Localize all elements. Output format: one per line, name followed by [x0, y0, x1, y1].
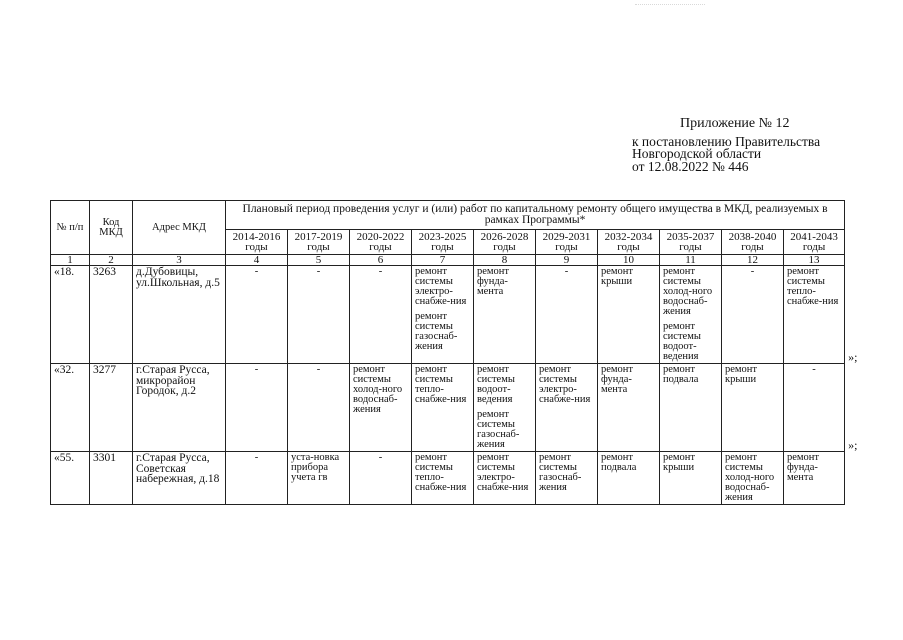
work-item: ремонт системы тепло-снабже-ния [787, 266, 839, 307]
work-cell [598, 364, 660, 452]
repair-schedule-table [50, 200, 845, 505]
row-code: 3263 [90, 266, 133, 364]
table-body [51, 266, 845, 505]
work-cell [784, 266, 845, 364]
no-work-dash: - [378, 266, 383, 277]
row-address: г.Старая Русса, Советская набережная, д.18 [133, 452, 226, 505]
col-header-no: № п/п [51, 201, 90, 255]
no-work-dash: - [254, 266, 259, 277]
work-cell [412, 364, 474, 452]
work-cell [536, 364, 598, 452]
row-code: 3277 [90, 364, 133, 452]
work-item: ремонт системы газоснаб-жения [477, 409, 520, 450]
work-cell [474, 452, 536, 505]
work-cell [598, 452, 660, 505]
work-item: ремонт системы холод-ного водоснаб-жения [353, 364, 403, 415]
work-cell [722, 364, 784, 452]
column-number: 6 [350, 255, 412, 266]
work-item: ремонт системы тепло-снабже-ния [415, 364, 467, 405]
row-closing-quote: »; [848, 349, 858, 364]
work-cell [536, 452, 598, 505]
work-item: ремонт крыши [663, 452, 696, 473]
work-cell [288, 266, 350, 364]
work-item: ремонт системы газоснаб-жения [415, 311, 458, 352]
year-header: 2017-2019 годы [288, 230, 350, 255]
table-row [51, 364, 845, 452]
no-work-dash: - [812, 364, 816, 375]
work-item: ремонт системы электро-снабже-ния [477, 452, 529, 493]
work-cell [350, 266, 412, 364]
header-line-3: от 12.08.2022 № 446 [632, 158, 749, 174]
work-item: ремонт крыши [601, 266, 634, 287]
column-number: 7 [412, 255, 474, 266]
col-header-period: Плановый период проведения услуг и (или) работ по капитальному ремонту общего имущества в МКД, реализуемых в рамках Программы* [226, 201, 845, 230]
work-cell [412, 266, 474, 364]
no-work-dash: - [316, 364, 321, 375]
work-item: ремонт системы водоот-ведения [663, 321, 701, 362]
work-cell [288, 452, 350, 505]
work-cell [784, 452, 845, 505]
no-work-dash: - [254, 452, 259, 463]
year-header: 2041-2043 годы [784, 230, 845, 255]
work-cell [474, 266, 536, 364]
work-item: ремонт фунда-мента [477, 266, 510, 297]
year-header: 2026-2028 годы [474, 230, 536, 255]
column-number: 3 [133, 255, 226, 266]
work-item: ремонт подвала [601, 452, 637, 473]
col-header-address: Адрес МКД [133, 201, 226, 255]
year-header: 2038-2040 годы [722, 230, 784, 255]
work-cell [536, 266, 598, 364]
work-cell [474, 364, 536, 452]
no-work-dash: - [378, 452, 383, 463]
column-number: 13 [784, 255, 845, 266]
work-item: ремонт крыши [725, 364, 758, 385]
year-header: 2020-2022 годы [350, 230, 412, 255]
work-cell [784, 364, 845, 452]
table-row [51, 266, 845, 364]
year-header: 2029-2031 годы [536, 230, 598, 255]
work-cell [660, 364, 722, 452]
year-header: 2035-2037 годы [660, 230, 722, 255]
row-address: д.Дубовицы, ул.Школьная, д.5 [133, 266, 226, 364]
work-item: ремонт системы электро-снабже-ния [539, 364, 591, 405]
column-number: 1 [51, 255, 90, 266]
work-cell [226, 266, 288, 364]
table-row [51, 452, 845, 505]
year-header: 2014-2016 годы [226, 230, 288, 255]
row-closing-quote: »; [848, 437, 858, 452]
work-item: ремонт системы холод-ного водоснаб-жения [663, 266, 713, 317]
work-item: ремонт системы газоснаб-жения [539, 452, 582, 493]
column-number-row [51, 255, 845, 266]
no-work-dash: - [316, 266, 321, 277]
work-cell [350, 452, 412, 505]
work-item: ремонт системы тепло-снабже-ния [415, 452, 467, 493]
work-cell [598, 266, 660, 364]
row-address: г.Старая Русса, микрорайон Городок, д.2 [133, 364, 226, 452]
work-cell [288, 364, 350, 452]
row-number: «18. [51, 266, 90, 364]
work-cell [226, 452, 288, 505]
work-item: ремонт системы водоот-ведения [477, 364, 515, 405]
work-item: ремонт фунда-мента [787, 452, 820, 483]
work-cell [350, 364, 412, 452]
header-line-2: Новгородской области [632, 146, 762, 161]
no-work-dash: - [750, 266, 755, 277]
appendix-header [632, 118, 820, 173]
column-number: 12 [722, 255, 784, 266]
work-cell [660, 266, 722, 364]
row-number: «55. [51, 452, 90, 505]
work-item: ремонт подвала [663, 364, 699, 385]
year-header: 2023-2025 годы [412, 230, 474, 255]
work-cell [722, 452, 784, 505]
column-number: 9 [536, 255, 598, 266]
column-number: 11 [660, 255, 722, 266]
work-cell [660, 452, 722, 505]
no-work-dash: - [564, 266, 569, 277]
row-code: 3301 [90, 452, 133, 505]
column-number: 5 [288, 255, 350, 266]
appendix-title: Приложение № 12 [680, 116, 790, 131]
work-item: ремонт системы электро-снабже-ния [415, 266, 467, 307]
work-cell [412, 452, 474, 505]
work-cell [722, 266, 784, 364]
year-header: 2032-2034 годы [598, 230, 660, 255]
faint-stamp-mark [635, 4, 705, 19]
row-number: «32. [51, 364, 90, 452]
work-item: ремонт системы холод-ного водоснаб-жения [725, 452, 775, 503]
col-header-code: Код МКД [90, 201, 133, 255]
no-work-dash: - [254, 364, 259, 375]
work-item: уста-новка прибора учета гв [291, 452, 340, 483]
work-item: ремонт фунда-мента [601, 364, 634, 395]
column-number: 8 [474, 255, 536, 266]
column-number: 10 [598, 255, 660, 266]
column-number: 4 [226, 255, 288, 266]
column-number: 2 [90, 255, 133, 266]
header-line-1: к постановлению Правительства [632, 133, 821, 149]
work-cell [226, 364, 288, 452]
